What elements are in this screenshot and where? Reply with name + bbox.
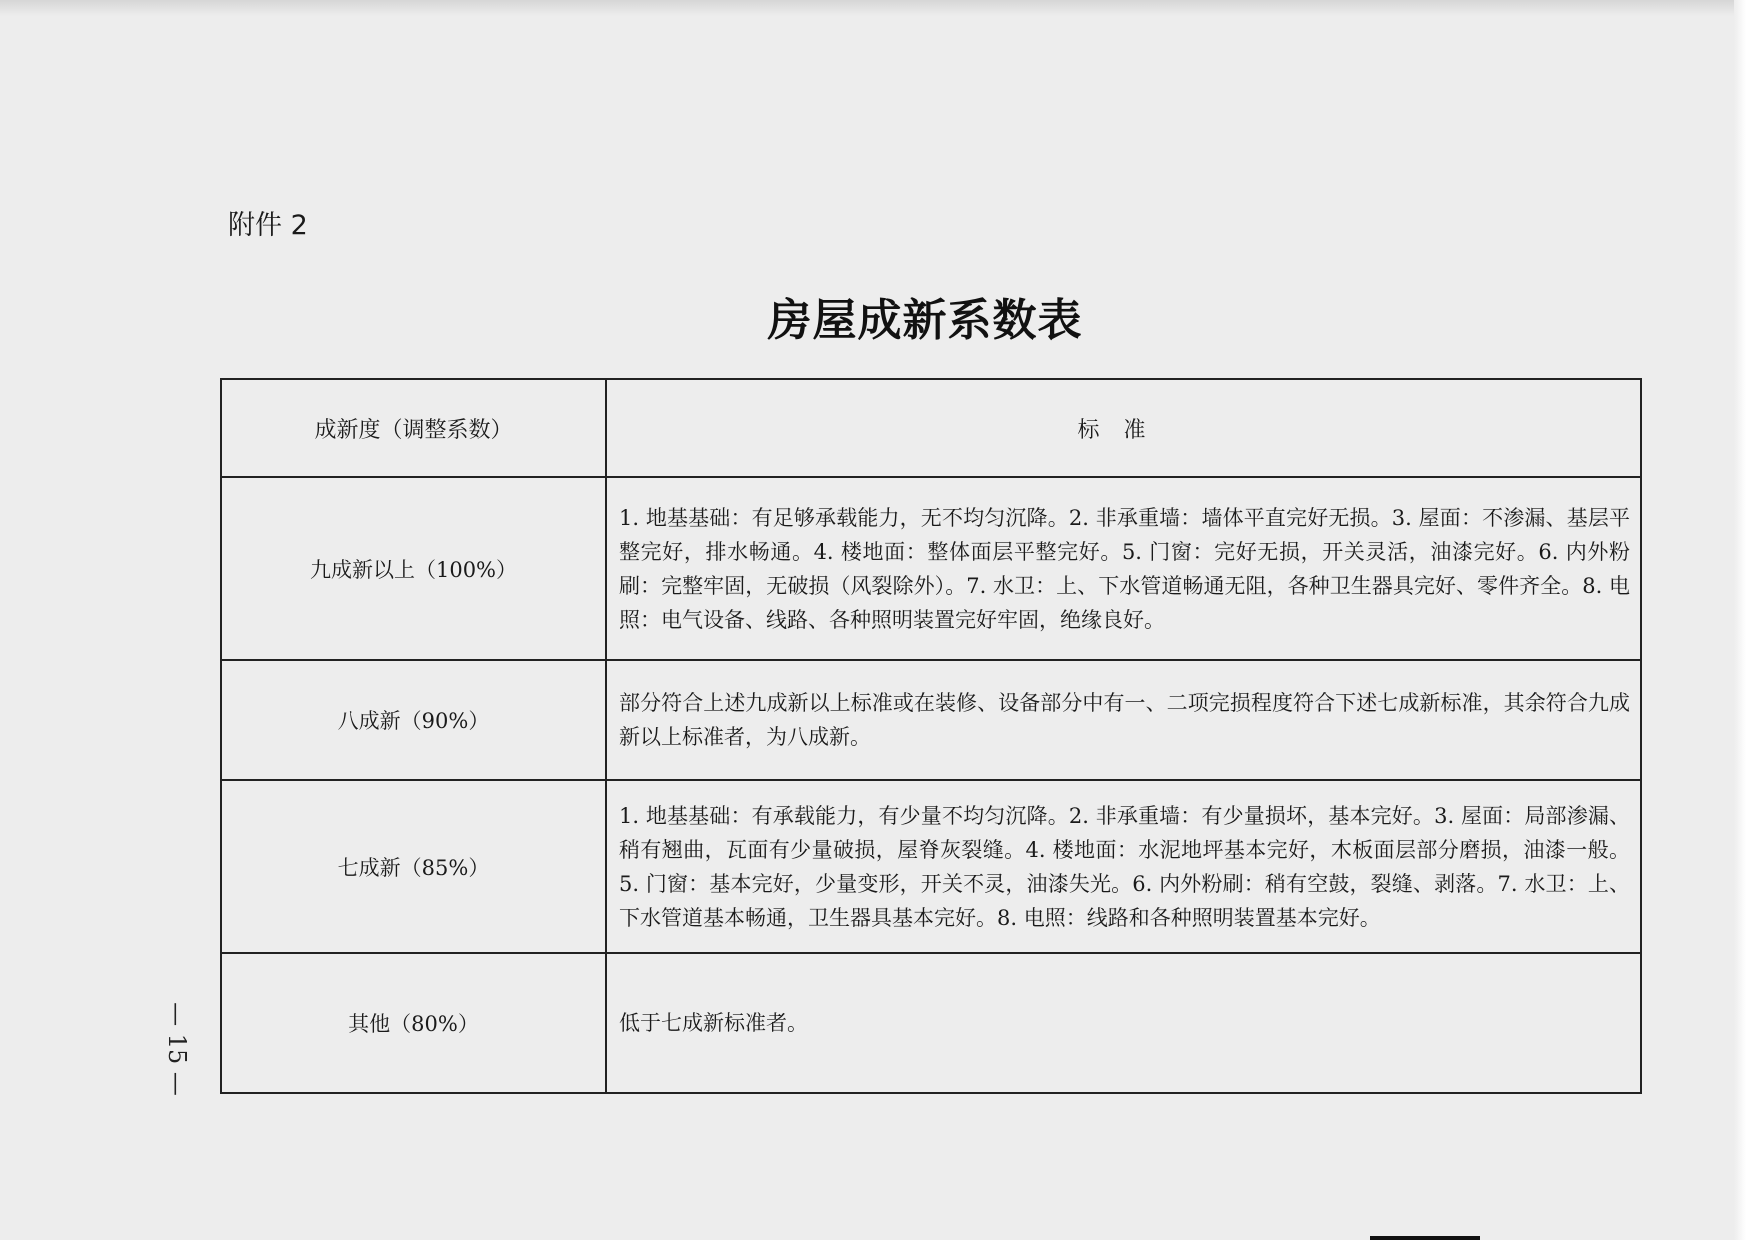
table-header-row [221,379,1641,477]
standard-cell: 部分符合上述九成新以上标准或在装修、设备部分中有一、二项完损程度符合下述七成新标准，其余符合九成新以上标准者，为八成新。 [606,660,1641,780]
header-standard: 标准 [606,379,1641,477]
table-row [221,953,1641,1093]
scan-bottom-mark [1370,1236,1480,1240]
attachment-label: 附件 2 [228,210,308,241]
table-row [221,477,1641,660]
header-grade: 成新度（调整系数） [221,379,606,477]
grade-cell: 七成新（85%） [221,780,606,953]
grade-cell: 其他（80%） [221,953,606,1093]
page-number-text: — 15 — [162,1002,191,1096]
page-number [160,990,190,1110]
standard-cell: 1. 地基基础：有足够承载能力，无不均匀沉降。2. 非承重墙：墙体平直完好无损。3. 屋面：不渗漏、基层平整完好，排水畅通。4. 楼地面：整体面层平整完好。5. 门窗：完好无损，开关灵活，油漆完好。6. 内外粉刷：完整牢固，无破损（风裂除外）。7. 水卫：上、下水管道畅通无阻，各种卫生器具完好、零件齐全。8. 电照：电气设备、线路、各种照明装置完好牢固，绝缘良好。 [606,477,1641,660]
table-row [221,660,1641,780]
scan-top-edge [0,0,1746,16]
coefficient-table [220,378,1642,1094]
document-title: 房屋成新系数表 [767,295,1083,346]
standard-cell: 低于七成新标准者。 [606,953,1641,1093]
table-row [221,780,1641,953]
scan-right-edge [1734,0,1746,1240]
grade-cell: 八成新（90%） [221,660,606,780]
grade-cell: 九成新以上（100%） [221,477,606,660]
standard-cell: 1. 地基基础：有承载能力，有少量不均匀沉降。2. 非承重墙：有少量损坏，基本完好。3. 屋面：局部渗漏、稍有翘曲，瓦面有少量破损，屋脊灰裂缝。4. 楼地面：水泥地坪基本完好，木板面层部分磨损，油漆一般。5. 门窗：基本完好，少量变形，开关不灵，油漆失光。6. 内外粉刷：稍有空鼓，裂缝、剥落。7. 水卫：上、下水管道基本畅通，卫生器具基本完好。8. 电照：线路和各种照明装置基本完好。 [606,780,1641,953]
